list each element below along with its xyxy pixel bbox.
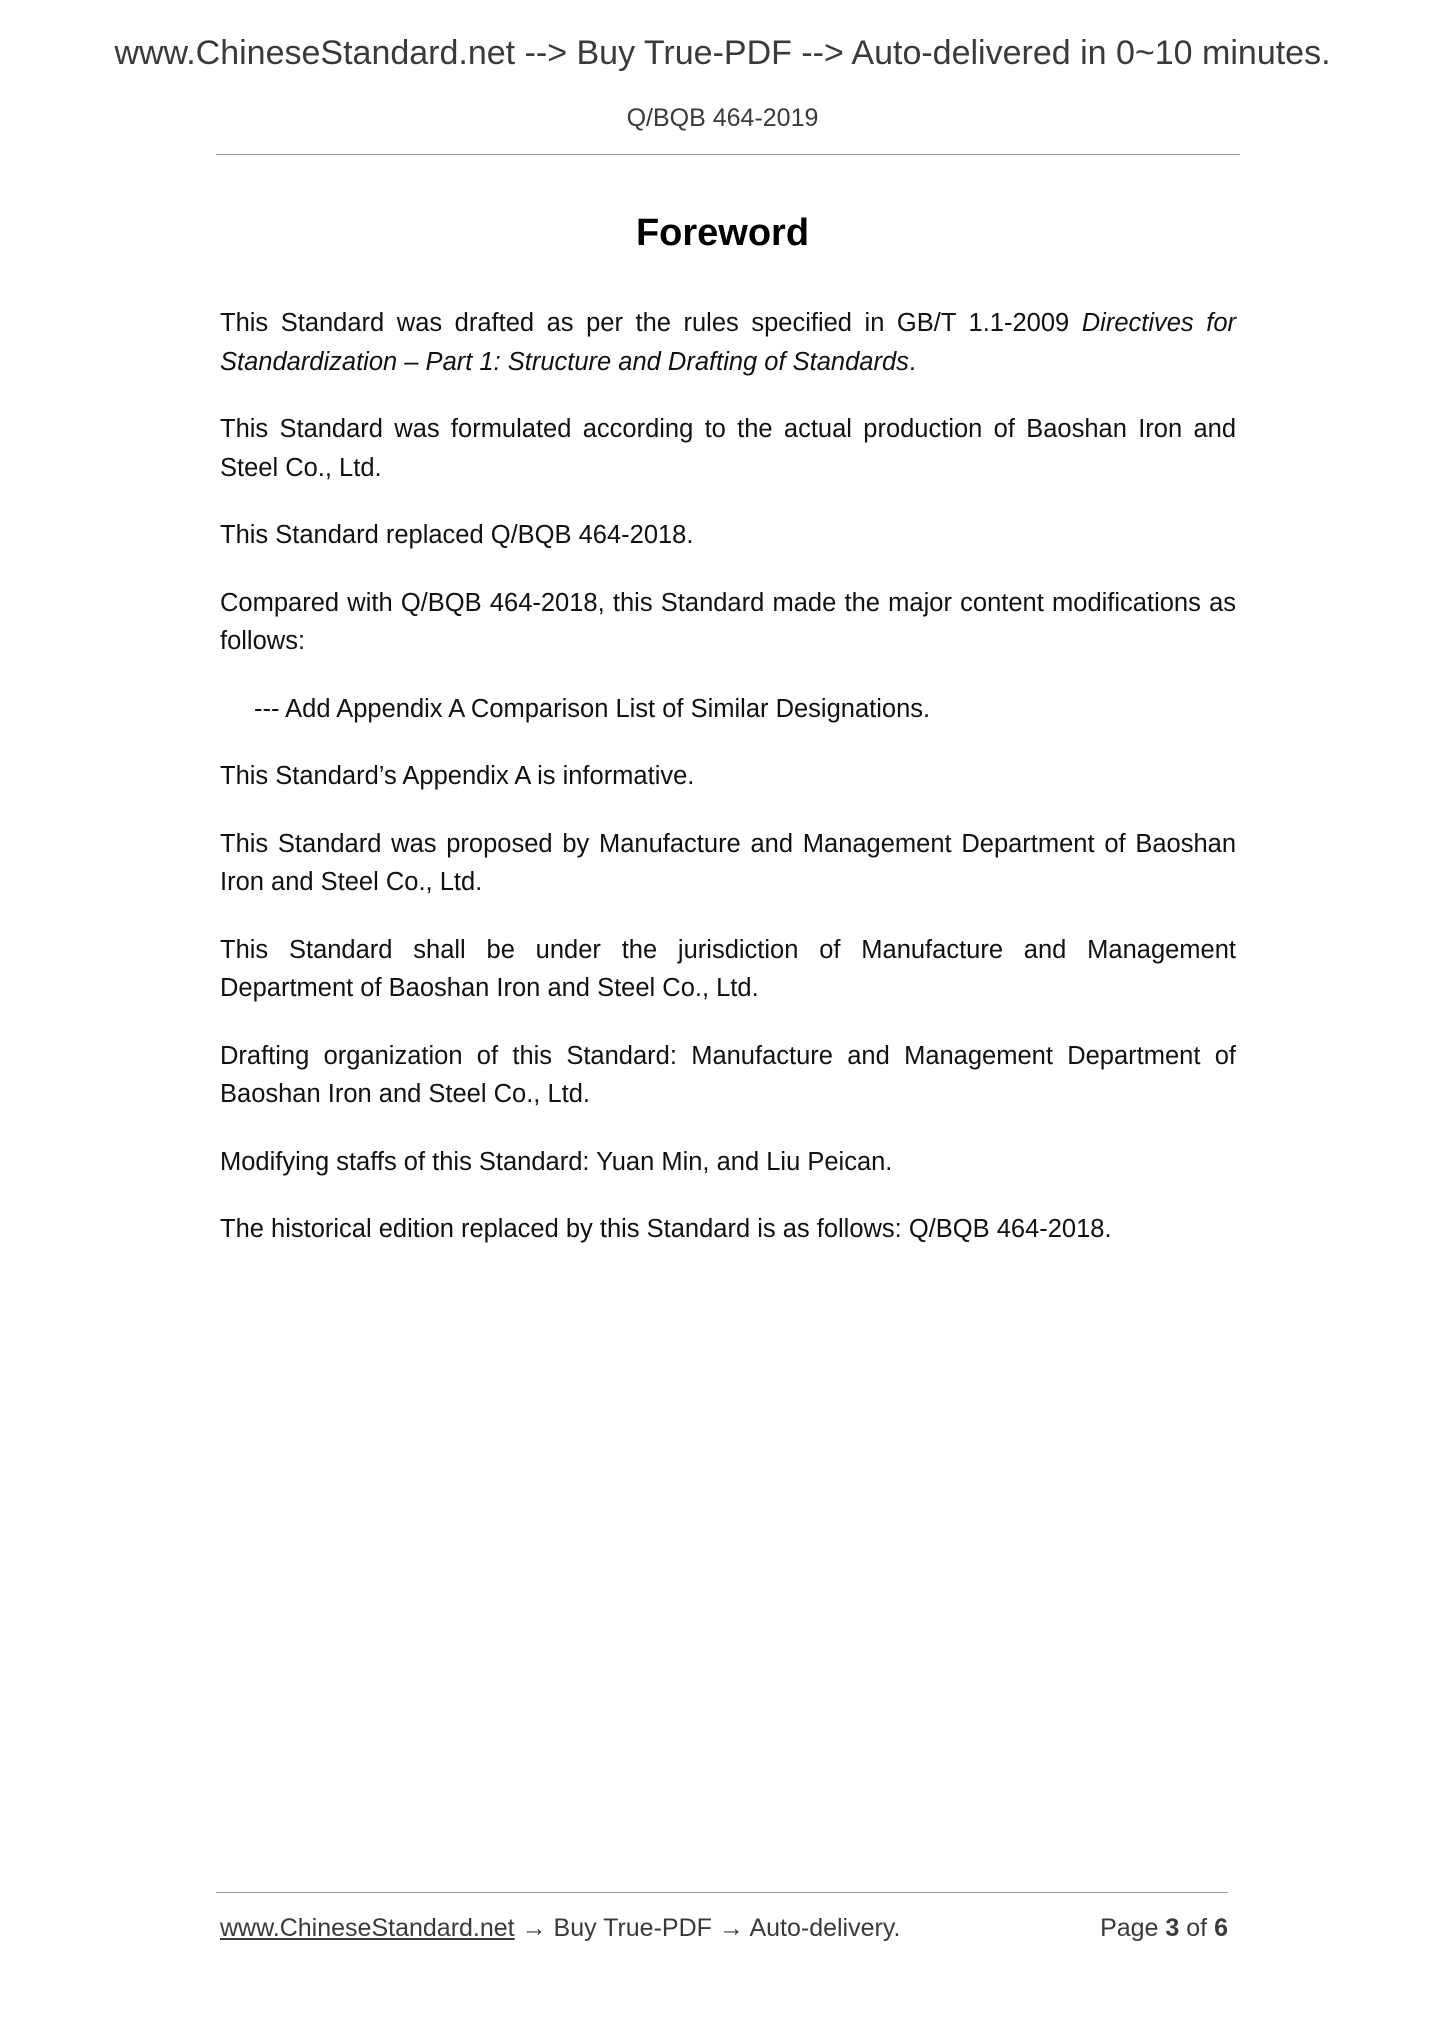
paragraph-appendix: This Standard’s Appendix A is informative. <box>220 762 695 790</box>
paragraph-proposed-by: This Standard was proposed by Manufacture and Management Department of Baoshan Iron and Steel Co., Ltd. <box>220 829 1236 896</box>
footer <box>220 1914 1228 1943</box>
paragraph-replacement: This Standard replaced Q/BQB 464-2018. <box>220 521 694 549</box>
arrow-right-icon: → <box>521 1914 547 1942</box>
top-banner: www.ChineseStandard.net --> Buy True-PDF --> Auto-delivered in 0~10 minutes. <box>114 34 1331 72</box>
header-divider <box>216 154 1240 155</box>
drafting-rules-end: . <box>908 347 916 376</box>
page-total: 6 <box>1214 1914 1228 1942</box>
arrow-right-icon: → <box>718 1914 744 1942</box>
paragraph-historical-edition: The historical edition replaced by this Standard is as follows: Q/BQB 464-2018. <box>220 1215 1112 1243</box>
page-of-label: of <box>1186 1914 1208 1942</box>
paragraph-modifications: Compared with Q/BQB 464-2018, this Standard made the major content modifications as follows: <box>220 588 1236 655</box>
page-title: Foreword <box>635 212 810 254</box>
footer-buy-text: Buy True-PDF <box>553 1914 712 1942</box>
page-current: 3 <box>1165 1914 1180 1942</box>
drafting-rules-text: This Standard was drafted as per the rules specified in GB/T 1.1-2009 <box>220 309 1082 337</box>
paragraph-formulation: This Standard was formulated according to the actual production of Baoshan Iron and Steel Co., Ltd. <box>220 415 1236 482</box>
modification-item: --- Add Appendix A Comparison List of Similar Designations. <box>254 694 931 723</box>
paragraph-modifying-staffs: Modifying staffs of this Standard: Yuan Min, and Liu Peican. <box>220 1147 893 1176</box>
footer-divider <box>216 1892 1228 1893</box>
paragraph-drafting-rules <box>220 304 1236 381</box>
foreword-body <box>220 304 1236 1278</box>
directives-title: Directives for Standardization – Part 1: Structure and Drafting of Standards <box>220 309 1236 376</box>
footer-site-link[interactable]: www.ChineseStandard.net <box>220 1914 515 1942</box>
footer-delivery-text: Auto-delivery. <box>749 1914 901 1942</box>
paragraph-jurisdiction: This Standard shall be under the jurisdiction of Manufacture and Management Department of Baoshan Iron and Steel Co., Ltd. <box>220 935 1236 1002</box>
paragraph-drafting-organization: Drafting organization of this Standard: Manufacture and Management Department of Baoshan Iron and Steel Co., Ltd. <box>220 1041 1236 1108</box>
page-label: Page <box>1100 1914 1159 1942</box>
document-code: Q/BQB 464-2019 <box>626 104 819 132</box>
page-indicator <box>1100 1914 1228 1943</box>
